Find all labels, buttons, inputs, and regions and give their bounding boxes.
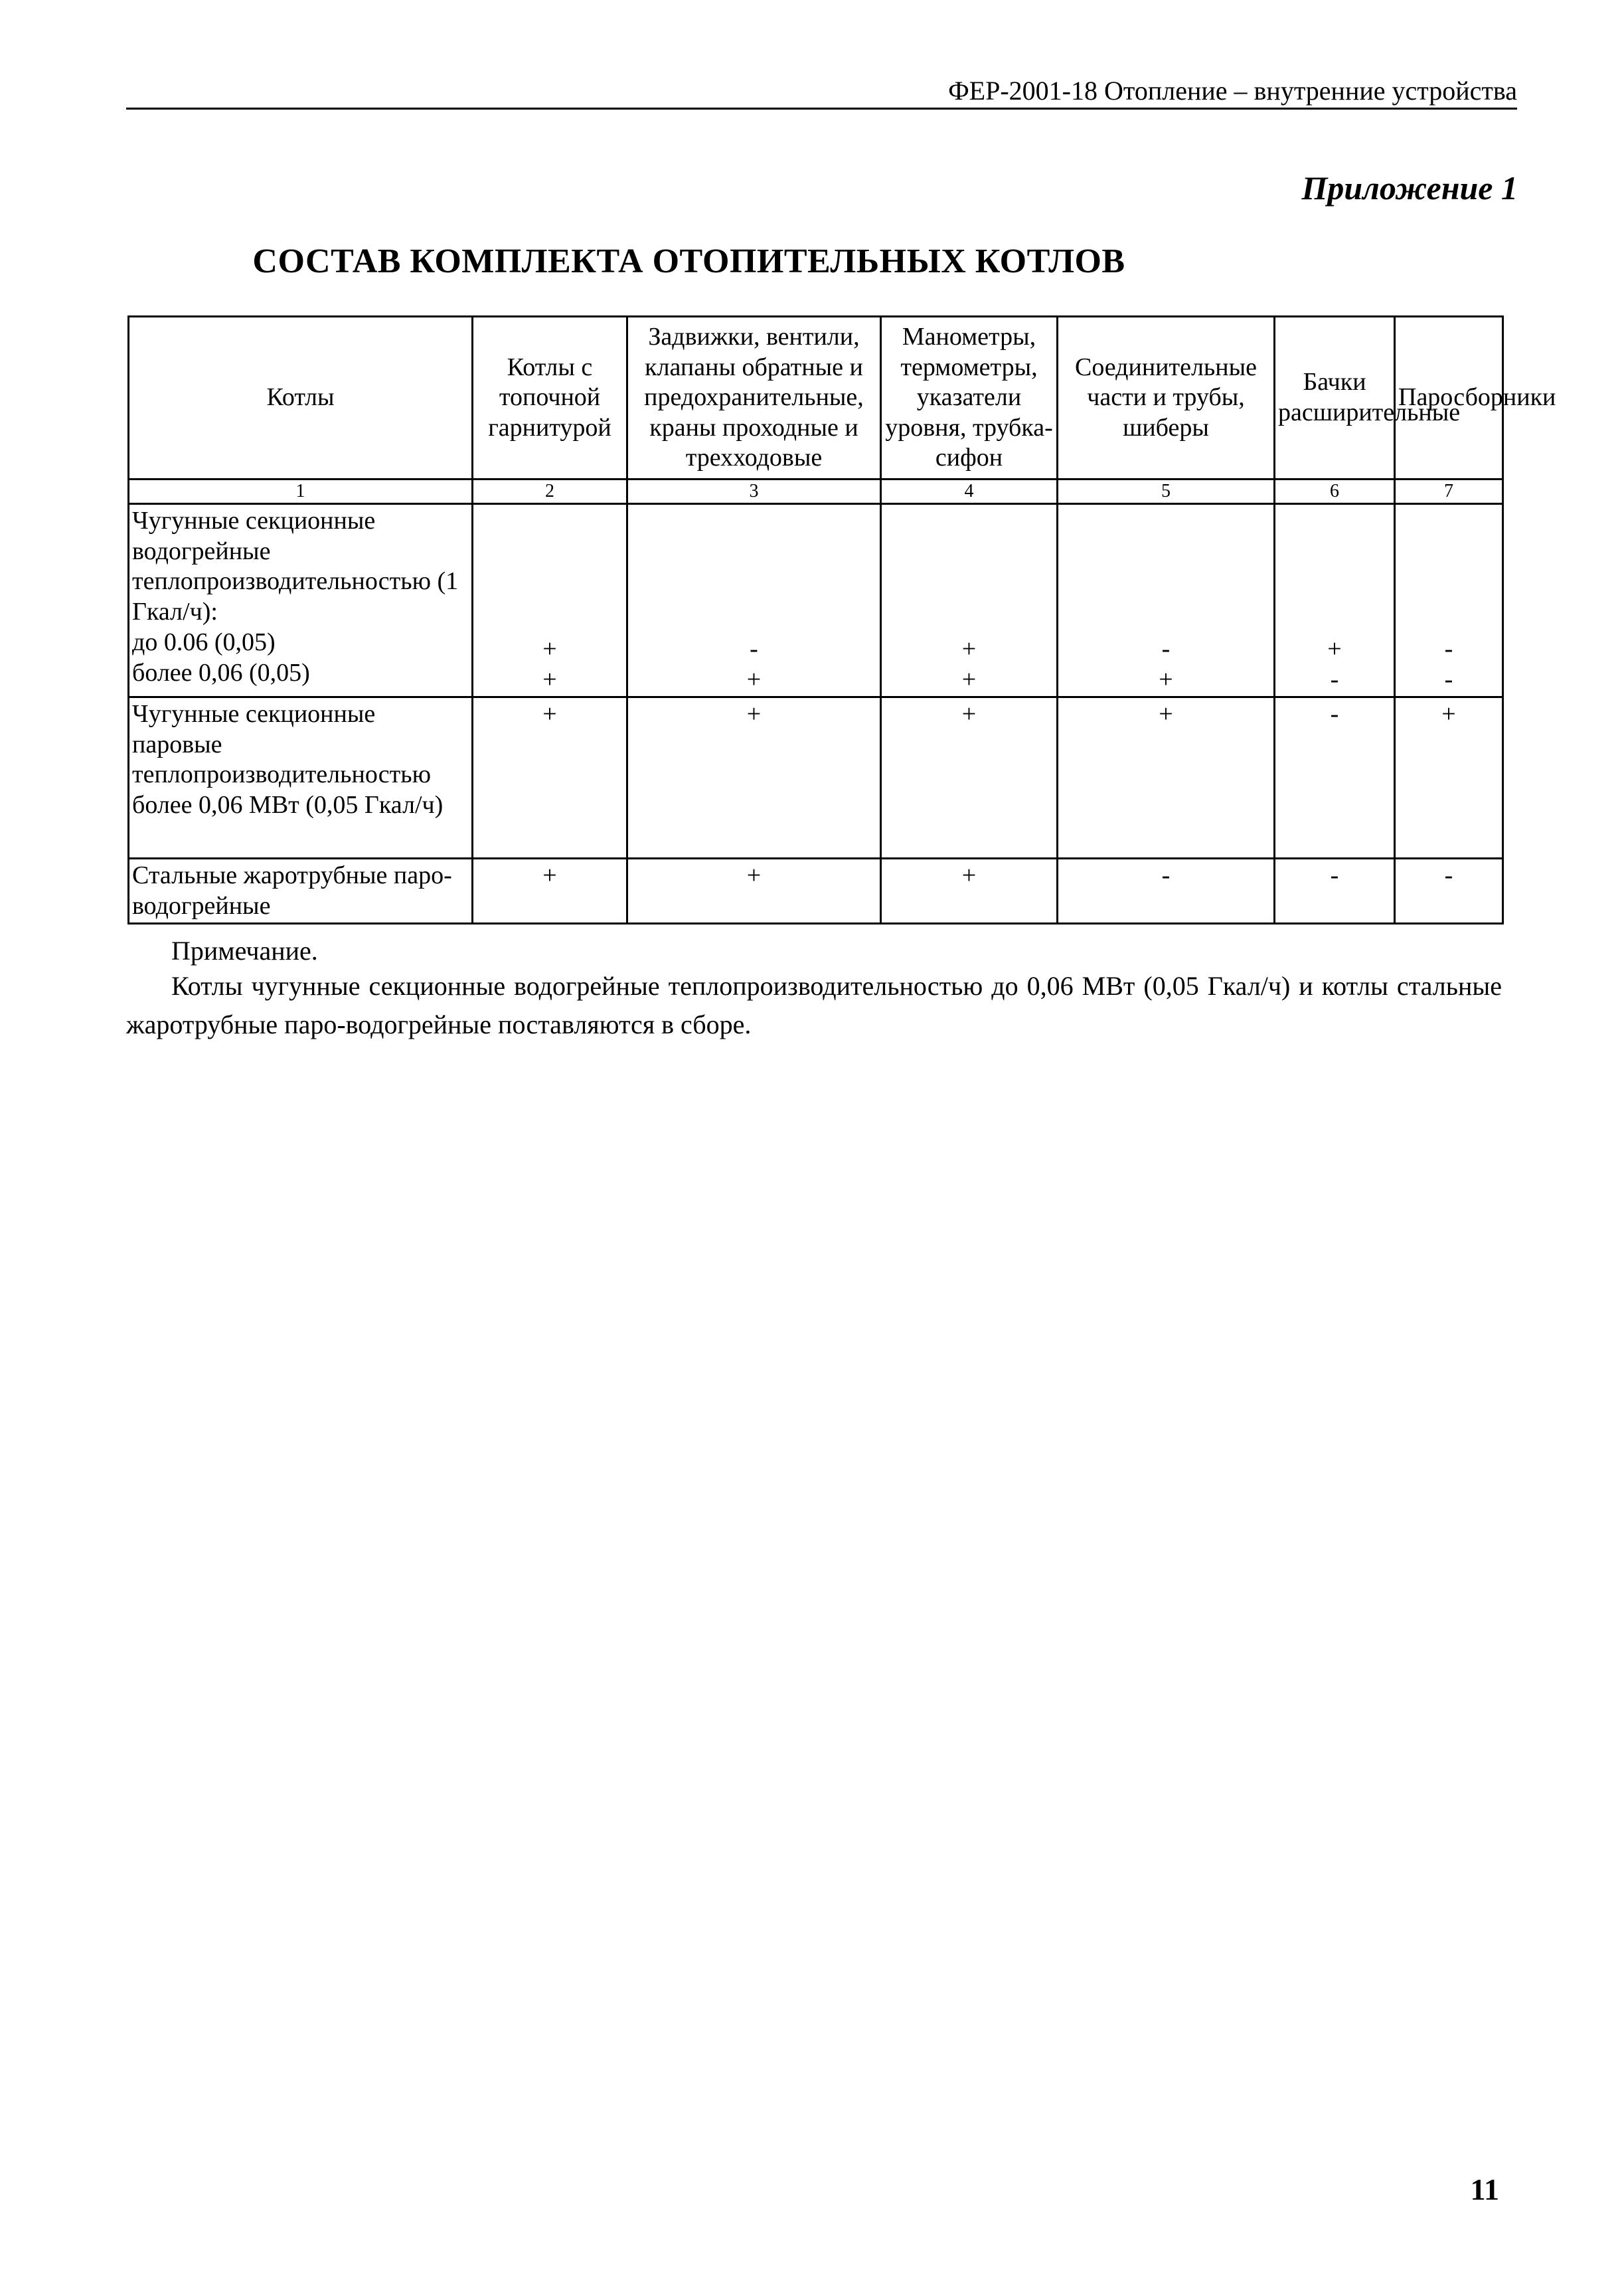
column-header: Задвижки, вентили, клапаны обратные и предохранительные, краны проходные и трехходовые <box>627 317 881 480</box>
mark-cell: - <box>1395 859 1503 924</box>
mark-cell: - <box>1058 859 1275 924</box>
mark-cell: + <box>881 697 1058 859</box>
page-title: СОСТАВ КОМПЛЕКТА ОТОПИТЕЛЬНЫХ КОТЛОВ <box>252 242 1125 280</box>
mark-cell: + + <box>473 504 627 697</box>
column-number: 5 <box>1058 480 1275 504</box>
mark-cell: + <box>1058 697 1275 859</box>
column-number: 1 <box>129 480 473 504</box>
boiler-kit-table <box>127 315 1556 924</box>
table-row <box>129 697 1503 859</box>
column-number: 7 <box>1395 480 1503 504</box>
row-label: Стальные жаротрубные паро-водогрейные <box>129 859 473 924</box>
column-number: 3 <box>627 480 881 504</box>
mark-cell: - + <box>1058 504 1275 697</box>
row-label <box>129 504 473 697</box>
note-label: Примечание. <box>171 936 318 966</box>
running-header: ФЕР-2001-18 Отопление – внутренние устройства <box>126 74 1517 110</box>
table-header-row <box>129 317 1503 480</box>
column-header: Соединительные части и трубы, шиберы <box>1058 317 1275 480</box>
column-header: Манометры, термометры, указатели уровня, трубка-сифон <box>881 317 1058 480</box>
mark-cell: + <box>627 697 881 859</box>
appendix-label: Приложение 1 <box>1301 169 1518 207</box>
column-number-row <box>129 480 1503 504</box>
table-row <box>129 504 1503 697</box>
column-header: Бачки расширительные <box>1275 317 1395 480</box>
mark-cell: - <box>1275 697 1395 859</box>
mark-cell: + + <box>881 504 1058 697</box>
table-row <box>129 859 1503 924</box>
mark-cell: - <box>1275 859 1395 924</box>
mark-cell: - - <box>1395 504 1503 697</box>
column-header: Паросборники <box>1395 317 1503 480</box>
mark-cell: + <box>473 697 627 859</box>
column-header: Котлы с топочной гарнитурой <box>473 317 627 480</box>
group-title: Чугунные секционные водогрейные теплопроизводительностью (1 Гкал/ч): <box>132 507 459 626</box>
mark-cell: + <box>881 859 1058 924</box>
mark-cell: + <box>473 859 627 924</box>
mark-cell: + - <box>1275 504 1395 697</box>
column-number: 6 <box>1275 480 1395 504</box>
column-number: 4 <box>881 480 1058 504</box>
mark-cell: + <box>1395 697 1503 859</box>
column-number: 2 <box>473 480 627 504</box>
sub-row-label: до 0.06 (0,05) <box>132 628 276 657</box>
row-label: Чугунные секционные паровые теплопроизводительностью более 0,06 МВт (0,05 Гкал/ч) <box>129 697 473 859</box>
note-text: Котлы чугунные секционные водогрейные теплопроизводительностью до 0,06 МВт (0,05 Гкал/ч) и котлы стальные жаротрубные паро-водогрейные поставляются в сборе. <box>126 971 1502 1039</box>
column-header: Котлы <box>129 317 473 480</box>
sub-row-label: более 0,06 (0,05) <box>132 659 310 687</box>
mark-cell: + <box>627 859 881 924</box>
mark-cell: - + <box>627 504 881 697</box>
page-number: 11 <box>1470 2172 1499 2206</box>
